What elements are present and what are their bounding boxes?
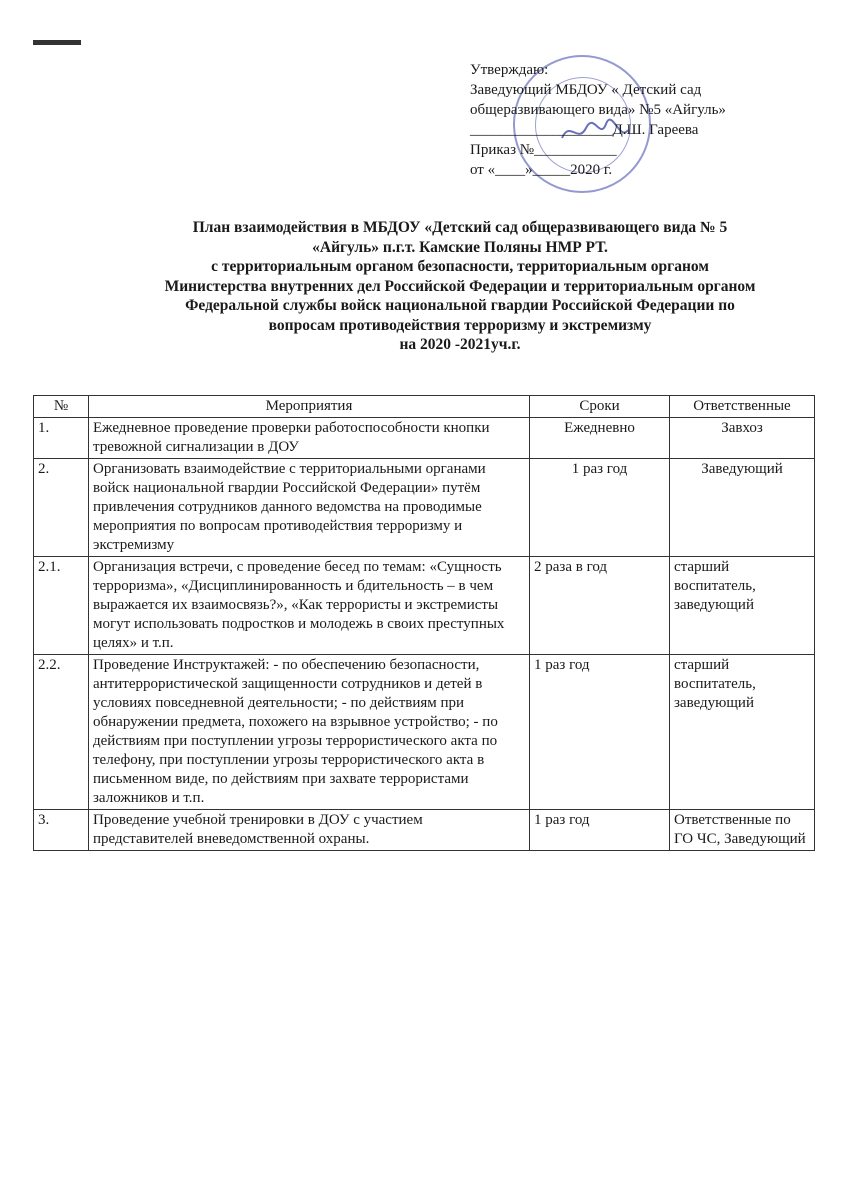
table-row	[34, 418, 815, 459]
row-num: 1.	[34, 418, 89, 459]
row-event: Организовать взаимодействие с территориальными органами войск национальной гвардии Российской Федерации» путём привлечения сотрудников данного ведомства на проводимые мероприятия по вопросам противодействия терроризму и экстремизму	[89, 459, 530, 557]
row-term: 2 раза в год	[530, 557, 670, 655]
row-num: 2.	[34, 459, 89, 557]
row-term: 1 раз год	[530, 655, 670, 810]
row-num: 2.1.	[34, 557, 89, 655]
row-num: 3.	[34, 810, 89, 851]
row-responsible: Ответственные по ГО ЧС, Заведующий	[670, 810, 815, 851]
approval-block	[470, 60, 726, 180]
table-row	[34, 810, 815, 851]
header-responsible: Ответственные	[670, 396, 815, 418]
table-row	[34, 655, 815, 810]
table-header-row	[34, 396, 815, 418]
row-event: Проведение Инструктажей: - по обеспечению безопасности, антитеррористической защищенности сотрудников и детей в условиях повседневной деятельности; - по действиям при обнаружении предмета, похожего на взрывное устройство; - по действиям при поступлении угрозы террористического акта по телефону, при поступлении угрозы террористического акта в письменном виде, по действиям при захвате террористами заложников и т.п.	[89, 655, 530, 810]
approval-line: Приказ №___________	[470, 142, 617, 158]
title-line: Федеральной службы войск национальной гвардии Российской Федерации по	[185, 297, 735, 314]
approval-line: от «____»_____2020 г.	[470, 162, 613, 178]
table-row	[34, 459, 815, 557]
title-line: «Айгуль» п.г.т. Камские Поляны НМР РТ.	[312, 238, 608, 256]
row-event: Ежедневное проведение проверки работоспособности кнопки тревожной сигнализации в ДОУ	[89, 418, 530, 459]
title-line: вопросам противодействия терроризму и экстремизму	[268, 316, 652, 334]
row-term: 1 раз год	[530, 459, 670, 557]
title-line: План взаимодействия в МБДОУ «Детский сад общеразвивающего вида № 5	[192, 219, 728, 236]
title-line: Министерства внутренних дел Российской Федерации и территориальным органом	[164, 277, 756, 295]
row-term: 1 раз год	[530, 810, 670, 851]
plan-table	[33, 395, 815, 851]
header-events: Мероприятия	[89, 396, 530, 418]
approval-line: общеразвивающего вида» №5 «Айгуль»	[470, 102, 726, 118]
row-event: Проведение учебной тренировки в ДОУ с участием представителей вневедомственной охраны.	[89, 810, 530, 851]
header-terms: Сроки	[530, 396, 670, 418]
row-event: Организация встречи, с проведение бесед по темам: «Сущность терроризма», «Дисциплинированность и бдительность – в чем выражается их взаимосвязь?», «Как террористы и экстремисты могут использовать подростков и молодежь в своих преступных целях» и т.п.	[89, 557, 530, 655]
approval-line: ___________________Д.Ш. Гареева	[470, 122, 699, 138]
title-line: на 2020 -2021уч.г.	[399, 336, 521, 353]
header-num: №	[34, 396, 89, 418]
title-line: с территориальным органом безопасности, территориальным органом	[211, 258, 709, 275]
row-responsible: Заведующий	[670, 459, 815, 557]
row-num: 2.2.	[34, 655, 89, 810]
scan-mark	[33, 40, 81, 45]
approval-line: Утверждаю:	[470, 62, 549, 78]
row-term: Ежедневно	[530, 418, 670, 459]
row-responsible: старший воспитатель, заведующий	[670, 557, 815, 655]
document-title	[110, 218, 810, 355]
table-row	[34, 557, 815, 655]
row-responsible: старший воспитатель, заведующий	[670, 655, 815, 810]
row-responsible: Завхоз	[670, 418, 815, 459]
approval-line: Заведующий МБДОУ « Детский сад	[470, 82, 702, 98]
